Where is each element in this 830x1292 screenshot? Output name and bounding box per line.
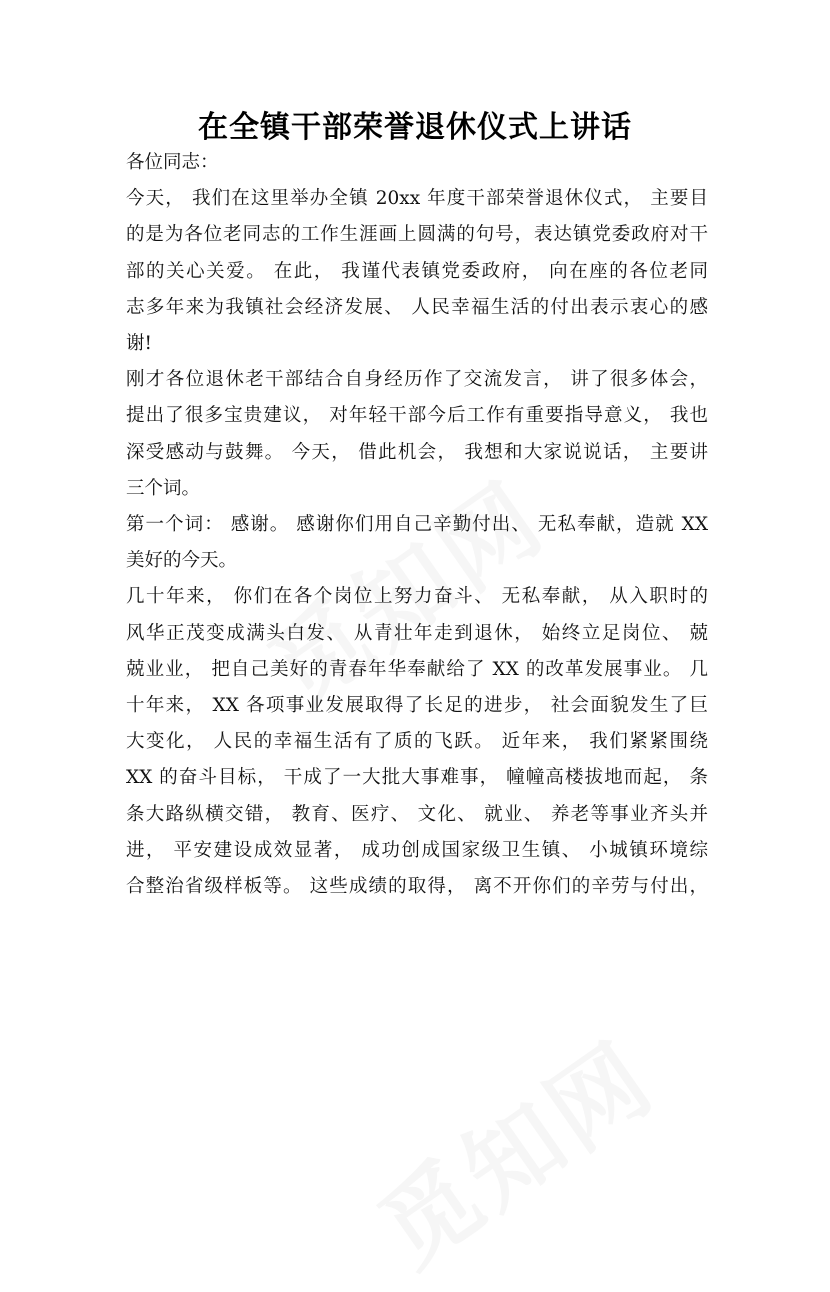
text-line: 十年来， XX 各项事业发展取得了长足的进步， 社会面貌发生了巨 — [126, 695, 708, 717]
text-line: 志多年来为我镇社会经济发展、 人民幸福生活的付出表示衷心的感 — [126, 296, 708, 318]
text-line: 的是为各位老同志的工作生涯画上圆满的句号，表达镇党委政府对干 — [126, 224, 708, 246]
watermark — [348, 1005, 677, 1292]
text-line: 今天， 我们在这里举办全镇 20xx 年度干部荣誉退休仪式， 主要目 — [126, 188, 708, 210]
text-line: 谢! — [126, 333, 152, 355]
salutation: 各位同志： — [126, 152, 219, 173]
text-line: 第一个词： 感谢。 感谢你们用自己辛勤付出、 无私奉献，造就 XX — [126, 514, 708, 536]
text-line: XX 的奋斗目标， 干成了一大批大事难事， 幢幢高楼拔地而起， 条 — [126, 767, 708, 789]
text-line: 进， 平安建设成效显著， 成功创成国家级卫生镇、 小城镇环境综 — [126, 839, 708, 861]
text-line: 美好的今天。 — [126, 550, 238, 572]
paragraph — [126, 362, 708, 507]
text-line: 提出了很多宝贵建议， 对年轻干部今后工作有重要指导意义， 我也 — [126, 405, 708, 427]
text-line: 大变化， 人民的幸福生活有了质的飞跃。 近年来， 我们紧紧围绕 — [126, 731, 708, 753]
text-line: 部的关心关爱。 在此， 我谨代表镇党委政府， 向在座的各位老同 — [126, 260, 708, 282]
document-body — [126, 145, 708, 905]
paragraph — [126, 507, 708, 579]
document-title: 在全镇干部荣誉退休仪式上讲话 — [198, 110, 632, 145]
paragraph — [126, 579, 708, 905]
text-line: 深受感动与鼓舞。 今天， 借此机会， 我想和大家说说话， 主要讲 — [126, 441, 708, 463]
text-line: 合整治省级样板等。 这些成绩的取得， 离不开你们的辛劳与付出， — [126, 876, 708, 898]
text-line: 条大路纵横交错， 教育、医疗、 文化、 就业、 养老等事业齐头并 — [126, 803, 708, 825]
text-line: 风华正茂变成满头白发、 从青壮年走到退休， 始终立足岗位、 兢 — [126, 622, 708, 644]
text-line: 兢业业， 把自己美好的青春年华奉献给了 XX 的改革发展事业。 几 — [126, 658, 708, 680]
paragraph — [126, 181, 708, 362]
text-line: 几十年来， 你们在各个岗位上努力奋斗、 无私奉献， 从入职时的 — [126, 586, 708, 608]
text-line: 刚才各位退休老干部结合自身经历作了交流发言， 讲了很多体会， — [126, 369, 708, 391]
text-line: 三个词。 — [126, 477, 201, 499]
